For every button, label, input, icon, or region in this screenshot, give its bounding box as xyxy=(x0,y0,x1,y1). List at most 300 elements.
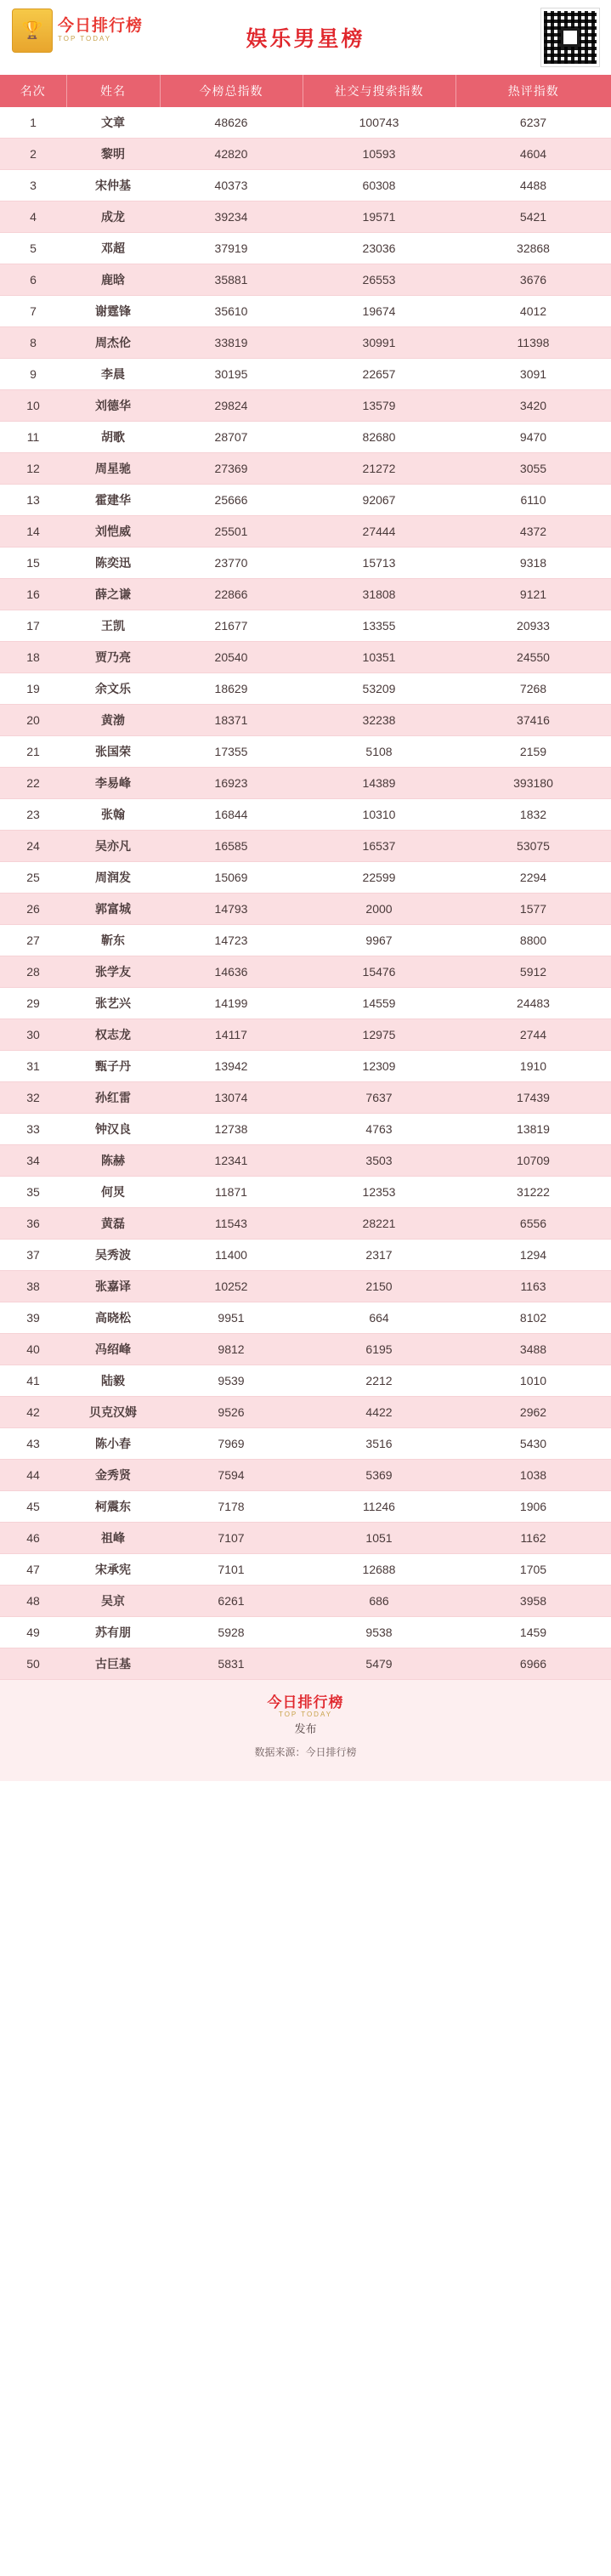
cell-hot-index: 7268 xyxy=(455,673,611,705)
cell-rank: 12 xyxy=(0,453,66,485)
cell-name: 王凯 xyxy=(66,610,160,642)
cell-rank: 9 xyxy=(0,359,66,390)
cell-name: 靳东 xyxy=(66,925,160,956)
cell-hot-index: 1705 xyxy=(455,1554,611,1586)
table-row xyxy=(0,673,611,705)
cell-social-index: 19674 xyxy=(303,296,455,327)
cell-hot-index: 1294 xyxy=(455,1240,611,1271)
table-row xyxy=(0,736,611,768)
cell-name: 周杰伦 xyxy=(66,327,160,359)
cell-rank: 11 xyxy=(0,422,66,453)
cell-name: 周润发 xyxy=(66,862,160,894)
table-row xyxy=(0,1428,611,1460)
brand-logo-text xyxy=(58,18,143,43)
cell-rank: 6 xyxy=(0,264,66,296)
cell-hot-index: 2159 xyxy=(455,736,611,768)
table-row xyxy=(0,1302,611,1334)
cell-total-index: 11543 xyxy=(160,1208,303,1240)
cell-name: 贾乃亮 xyxy=(66,642,160,673)
cell-hot-index: 2294 xyxy=(455,862,611,894)
cell-hot-index: 3091 xyxy=(455,359,611,390)
cell-social-index: 686 xyxy=(303,1586,455,1617)
table-row xyxy=(0,453,611,485)
table-row xyxy=(0,296,611,327)
cell-hot-index: 6237 xyxy=(455,107,611,139)
cell-name: 苏有朋 xyxy=(66,1617,160,1648)
cell-name: 吴京 xyxy=(66,1586,160,1617)
cell-social-index: 32238 xyxy=(303,705,455,736)
cell-total-index: 20540 xyxy=(160,642,303,673)
cell-name: 陈小春 xyxy=(66,1428,160,1460)
cell-total-index: 25501 xyxy=(160,516,303,548)
footer-publish-label: 发布 xyxy=(294,1722,317,1736)
cell-total-index: 35610 xyxy=(160,296,303,327)
cell-rank: 30 xyxy=(0,1019,66,1051)
cell-total-index: 33819 xyxy=(160,327,303,359)
cell-social-index: 7637 xyxy=(303,1082,455,1114)
cell-name: 甄子丹 xyxy=(66,1051,160,1082)
trophy-glyph: 🏆 xyxy=(21,21,43,40)
cell-social-index: 2317 xyxy=(303,1240,455,1271)
cell-hot-index: 4604 xyxy=(455,139,611,170)
cell-total-index: 35881 xyxy=(160,264,303,296)
cell-hot-index: 4372 xyxy=(455,516,611,548)
table-row xyxy=(0,1397,611,1428)
cell-name: 祖峰 xyxy=(66,1523,160,1554)
cell-rank: 29 xyxy=(0,988,66,1019)
table-row xyxy=(0,107,611,139)
cell-rank: 7 xyxy=(0,296,66,327)
cell-name: 高晓松 xyxy=(66,1302,160,1334)
cell-rank: 32 xyxy=(0,1082,66,1114)
ranking-table-body xyxy=(0,107,611,1680)
table-row xyxy=(0,1617,611,1648)
cell-total-index: 30195 xyxy=(160,359,303,390)
cell-name: 吴秀波 xyxy=(66,1240,160,1271)
cell-hot-index: 1038 xyxy=(455,1460,611,1491)
cell-total-index: 5831 xyxy=(160,1648,303,1680)
brand-logo xyxy=(12,9,143,53)
cell-hot-index: 10709 xyxy=(455,1145,611,1177)
cell-hot-index: 8102 xyxy=(455,1302,611,1334)
cell-total-index: 29824 xyxy=(160,390,303,422)
cell-total-index: 16844 xyxy=(160,799,303,831)
cell-social-index: 22657 xyxy=(303,359,455,390)
table-row xyxy=(0,485,611,516)
table-row xyxy=(0,1554,611,1586)
cell-social-index: 92067 xyxy=(303,485,455,516)
cell-rank: 10 xyxy=(0,390,66,422)
cell-rank: 14 xyxy=(0,516,66,548)
cell-rank: 24 xyxy=(0,831,66,862)
cell-name: 余文乐 xyxy=(66,673,160,705)
cell-total-index: 14636 xyxy=(160,956,303,988)
cell-rank: 43 xyxy=(0,1428,66,1460)
cell-total-index: 48626 xyxy=(160,107,303,139)
cell-name: 孙红雷 xyxy=(66,1082,160,1114)
cell-social-index: 2150 xyxy=(303,1271,455,1302)
cell-hot-index: 1577 xyxy=(455,894,611,925)
cell-rank: 44 xyxy=(0,1460,66,1491)
cell-rank: 25 xyxy=(0,862,66,894)
brand-name-en: TOP TODAY xyxy=(58,35,112,43)
cell-total-index: 11400 xyxy=(160,1240,303,1271)
cell-rank: 33 xyxy=(0,1114,66,1145)
cell-rank: 19 xyxy=(0,673,66,705)
table-row xyxy=(0,422,611,453)
cell-hot-index: 1906 xyxy=(455,1491,611,1523)
cell-hot-index: 6556 xyxy=(455,1208,611,1240)
cell-hot-index: 6966 xyxy=(455,1648,611,1680)
table-row xyxy=(0,799,611,831)
cell-social-index: 13579 xyxy=(303,390,455,422)
cell-rank: 15 xyxy=(0,548,66,579)
ranking-table xyxy=(0,75,611,1680)
cell-social-index: 53209 xyxy=(303,673,455,705)
cell-hot-index: 37416 xyxy=(455,705,611,736)
table-row xyxy=(0,862,611,894)
cell-total-index: 10252 xyxy=(160,1271,303,1302)
table-row xyxy=(0,1523,611,1554)
cell-social-index: 14389 xyxy=(303,768,455,799)
cell-total-index: 37919 xyxy=(160,233,303,264)
cell-total-index: 15069 xyxy=(160,862,303,894)
cell-social-index: 4763 xyxy=(303,1114,455,1145)
cell-rank: 21 xyxy=(0,736,66,768)
cell-name: 胡歌 xyxy=(66,422,160,453)
cell-name: 宋承宪 xyxy=(66,1554,160,1586)
cell-hot-index: 4012 xyxy=(455,296,611,327)
cell-hot-index: 11398 xyxy=(455,327,611,359)
cell-social-index: 5369 xyxy=(303,1460,455,1491)
cell-rank: 13 xyxy=(0,485,66,516)
cell-social-index: 5479 xyxy=(303,1648,455,1680)
cell-rank: 45 xyxy=(0,1491,66,1523)
cell-rank: 49 xyxy=(0,1617,66,1648)
cell-hot-index: 53075 xyxy=(455,831,611,862)
cell-rank: 16 xyxy=(0,579,66,610)
table-row xyxy=(0,1177,611,1208)
page-footer xyxy=(0,1680,611,1781)
cell-total-index: 7969 xyxy=(160,1428,303,1460)
cell-social-index: 9538 xyxy=(303,1617,455,1648)
cell-name: 鹿晗 xyxy=(66,264,160,296)
cell-name: 张艺兴 xyxy=(66,988,160,1019)
cell-total-index: 14117 xyxy=(160,1019,303,1051)
cell-rank: 17 xyxy=(0,610,66,642)
cell-social-index: 31808 xyxy=(303,579,455,610)
cell-social-index: 23036 xyxy=(303,233,455,264)
table-row xyxy=(0,1586,611,1617)
cell-name: 张翰 xyxy=(66,799,160,831)
cell-social-index: 10310 xyxy=(303,799,455,831)
cell-rank: 37 xyxy=(0,1240,66,1271)
cell-social-index: 26553 xyxy=(303,264,455,296)
footer-brand-name-en: TOP TODAY xyxy=(278,1710,333,1718)
cell-total-index: 22866 xyxy=(160,579,303,610)
cell-name: 冯绍峰 xyxy=(66,1334,160,1365)
cell-name: 金秀贤 xyxy=(66,1460,160,1491)
cell-rank: 41 xyxy=(0,1365,66,1397)
cell-total-index: 23770 xyxy=(160,548,303,579)
cell-hot-index: 6110 xyxy=(455,485,611,516)
cell-social-index: 12353 xyxy=(303,1177,455,1208)
cell-social-index: 13355 xyxy=(303,610,455,642)
cell-name: 古巨基 xyxy=(66,1648,160,1680)
cell-hot-index: 5421 xyxy=(455,201,611,233)
cell-total-index: 27369 xyxy=(160,453,303,485)
cell-hot-index: 20933 xyxy=(455,610,611,642)
cell-name: 陈赫 xyxy=(66,1145,160,1177)
cell-hot-index: 1162 xyxy=(455,1523,611,1554)
cell-name: 吴亦凡 xyxy=(66,831,160,862)
table-row xyxy=(0,1208,611,1240)
table-row xyxy=(0,831,611,862)
cell-name: 黄渤 xyxy=(66,705,160,736)
cell-social-index: 60308 xyxy=(303,170,455,201)
cell-name: 陆毅 xyxy=(66,1365,160,1397)
table-row xyxy=(0,233,611,264)
cell-name: 张国荣 xyxy=(66,736,160,768)
table-row xyxy=(0,264,611,296)
cell-social-index: 19571 xyxy=(303,201,455,233)
cell-total-index: 7101 xyxy=(160,1554,303,1586)
cell-social-index: 27444 xyxy=(303,516,455,548)
table-row xyxy=(0,1460,611,1491)
cell-social-index: 21272 xyxy=(303,453,455,485)
table-row xyxy=(0,1082,611,1114)
cell-rank: 26 xyxy=(0,894,66,925)
table-row xyxy=(0,1051,611,1082)
cell-rank: 18 xyxy=(0,642,66,673)
cell-rank: 34 xyxy=(0,1145,66,1177)
table-row xyxy=(0,1648,611,1680)
table-row xyxy=(0,768,611,799)
cell-hot-index: 24550 xyxy=(455,642,611,673)
cell-name: 刘恺威 xyxy=(66,516,160,548)
table-row xyxy=(0,516,611,548)
cell-rank: 47 xyxy=(0,1554,66,1586)
page-header xyxy=(0,0,611,75)
table-row xyxy=(0,894,611,925)
cell-rank: 31 xyxy=(0,1051,66,1082)
cell-name: 邓超 xyxy=(66,233,160,264)
table-row xyxy=(0,610,611,642)
table-row xyxy=(0,359,611,390)
cell-rank: 1 xyxy=(0,107,66,139)
table-row xyxy=(0,139,611,170)
table-row xyxy=(0,327,611,359)
footer-source-label: 数据来源：今日排行榜 xyxy=(254,1746,357,1759)
cell-social-index: 16537 xyxy=(303,831,455,862)
cell-social-index: 30991 xyxy=(303,327,455,359)
cell-name: 周星驰 xyxy=(66,453,160,485)
trophy-icon xyxy=(12,9,53,53)
cell-total-index: 21677 xyxy=(160,610,303,642)
cell-rank: 46 xyxy=(0,1523,66,1554)
cell-hot-index: 2962 xyxy=(455,1397,611,1428)
cell-name: 权志龙 xyxy=(66,1019,160,1051)
cell-social-index: 10593 xyxy=(303,139,455,170)
column-header-rank: 名次 xyxy=(0,75,66,107)
cell-social-index: 15476 xyxy=(303,956,455,988)
cell-social-index: 1051 xyxy=(303,1523,455,1554)
table-row xyxy=(0,170,611,201)
cell-name: 黄磊 xyxy=(66,1208,160,1240)
cell-social-index: 2000 xyxy=(303,894,455,925)
cell-name: 李晨 xyxy=(66,359,160,390)
cell-name: 郭富城 xyxy=(66,894,160,925)
cell-total-index: 42820 xyxy=(160,139,303,170)
cell-social-index: 3503 xyxy=(303,1145,455,1177)
cell-hot-index: 3958 xyxy=(455,1586,611,1617)
table-row xyxy=(0,642,611,673)
table-row xyxy=(0,201,611,233)
table-row xyxy=(0,1334,611,1365)
cell-hot-index: 3420 xyxy=(455,390,611,422)
cell-hot-index: 17439 xyxy=(455,1082,611,1114)
brand-name-cn: 今日排行榜 xyxy=(58,17,144,36)
cell-rank: 39 xyxy=(0,1302,66,1334)
cell-name: 何炅 xyxy=(66,1177,160,1208)
cell-rank: 20 xyxy=(0,705,66,736)
cell-total-index: 17355 xyxy=(160,736,303,768)
table-row xyxy=(0,1145,611,1177)
column-header-social: 社交与搜索指数 xyxy=(303,75,455,107)
footer-brand-name-cn: 今日排行榜 xyxy=(267,1694,344,1711)
table-row xyxy=(0,1240,611,1271)
cell-name: 谢霆锋 xyxy=(66,296,160,327)
cell-name: 刘德华 xyxy=(66,390,160,422)
column-header-hot: 热评指数 xyxy=(455,75,611,107)
cell-rank: 2 xyxy=(0,139,66,170)
table-row xyxy=(0,1271,611,1302)
table-row xyxy=(0,988,611,1019)
table-row xyxy=(0,956,611,988)
cell-social-index: 12688 xyxy=(303,1554,455,1586)
cell-hot-index: 9318 xyxy=(455,548,611,579)
cell-social-index: 9967 xyxy=(303,925,455,956)
cell-social-index: 11246 xyxy=(303,1491,455,1523)
cell-total-index: 9951 xyxy=(160,1302,303,1334)
cell-rank: 5 xyxy=(0,233,66,264)
cell-hot-index: 1910 xyxy=(455,1051,611,1082)
cell-total-index: 16923 xyxy=(160,768,303,799)
cell-social-index: 82680 xyxy=(303,422,455,453)
cell-social-index: 6195 xyxy=(303,1334,455,1365)
footer-brand-logo xyxy=(268,1695,344,1718)
cell-name: 李易峰 xyxy=(66,768,160,799)
cell-total-index: 12738 xyxy=(160,1114,303,1145)
cell-total-index: 9812 xyxy=(160,1334,303,1365)
cell-name: 贝克汉姆 xyxy=(66,1397,160,1428)
cell-hot-index: 32868 xyxy=(455,233,611,264)
cell-social-index: 3516 xyxy=(303,1428,455,1460)
cell-total-index: 14723 xyxy=(160,925,303,956)
cell-name: 张嘉译 xyxy=(66,1271,160,1302)
cell-total-index: 25666 xyxy=(160,485,303,516)
cell-name: 成龙 xyxy=(66,201,160,233)
cell-hot-index: 1163 xyxy=(455,1271,611,1302)
table-row xyxy=(0,1019,611,1051)
cell-social-index: 5108 xyxy=(303,736,455,768)
cell-total-index: 7178 xyxy=(160,1491,303,1523)
cell-social-index: 14559 xyxy=(303,988,455,1019)
cell-total-index: 18371 xyxy=(160,705,303,736)
cell-total-index: 9539 xyxy=(160,1365,303,1397)
cell-name: 文章 xyxy=(66,107,160,139)
cell-name: 宋仲基 xyxy=(66,170,160,201)
cell-hot-index: 393180 xyxy=(455,768,611,799)
cell-rank: 23 xyxy=(0,799,66,831)
cell-social-index: 10351 xyxy=(303,642,455,673)
cell-total-index: 16585 xyxy=(160,831,303,862)
cell-rank: 28 xyxy=(0,956,66,988)
cell-rank: 4 xyxy=(0,201,66,233)
cell-rank: 42 xyxy=(0,1397,66,1428)
cell-hot-index: 3676 xyxy=(455,264,611,296)
cell-social-index: 15713 xyxy=(303,548,455,579)
cell-total-index: 13074 xyxy=(160,1082,303,1114)
cell-total-index: 39234 xyxy=(160,201,303,233)
cell-total-index: 7594 xyxy=(160,1460,303,1491)
cell-total-index: 9526 xyxy=(160,1397,303,1428)
cell-hot-index: 3055 xyxy=(455,453,611,485)
cell-social-index: 28221 xyxy=(303,1208,455,1240)
cell-name: 钟汉良 xyxy=(66,1114,160,1145)
table-row xyxy=(0,548,611,579)
cell-total-index: 14793 xyxy=(160,894,303,925)
cell-rank: 22 xyxy=(0,768,66,799)
cell-name: 柯震东 xyxy=(66,1491,160,1523)
cell-social-index: 4422 xyxy=(303,1397,455,1428)
cell-name: 霍建华 xyxy=(66,485,160,516)
cell-total-index: 14199 xyxy=(160,988,303,1019)
cell-hot-index: 3488 xyxy=(455,1334,611,1365)
cell-name: 黎明 xyxy=(66,139,160,170)
cell-rank: 35 xyxy=(0,1177,66,1208)
cell-total-index: 7107 xyxy=(160,1523,303,1554)
column-header-total: 今榜总指数 xyxy=(160,75,303,107)
cell-name: 陈奕迅 xyxy=(66,548,160,579)
cell-hot-index: 24483 xyxy=(455,988,611,1019)
cell-rank: 36 xyxy=(0,1208,66,1240)
cell-total-index: 40373 xyxy=(160,170,303,201)
qr-code-icon[interactable] xyxy=(541,9,599,66)
cell-hot-index: 9470 xyxy=(455,422,611,453)
cell-total-index: 5928 xyxy=(160,1617,303,1648)
cell-total-index: 13942 xyxy=(160,1051,303,1082)
cell-hot-index: 9121 xyxy=(455,579,611,610)
cell-social-index: 664 xyxy=(303,1302,455,1334)
cell-total-index: 12341 xyxy=(160,1145,303,1177)
cell-rank: 40 xyxy=(0,1334,66,1365)
cell-social-index: 12975 xyxy=(303,1019,455,1051)
cell-rank: 27 xyxy=(0,925,66,956)
cell-hot-index: 1459 xyxy=(455,1617,611,1648)
table-row xyxy=(0,705,611,736)
table-row xyxy=(0,1365,611,1397)
cell-hot-index: 5912 xyxy=(455,956,611,988)
cell-social-index: 12309 xyxy=(303,1051,455,1082)
table-row xyxy=(0,925,611,956)
cell-hot-index: 2744 xyxy=(455,1019,611,1051)
table-row xyxy=(0,1491,611,1523)
cell-social-index: 100743 xyxy=(303,107,455,139)
column-header-name: 姓名 xyxy=(66,75,160,107)
cell-rank: 48 xyxy=(0,1586,66,1617)
cell-total-index: 11871 xyxy=(160,1177,303,1208)
